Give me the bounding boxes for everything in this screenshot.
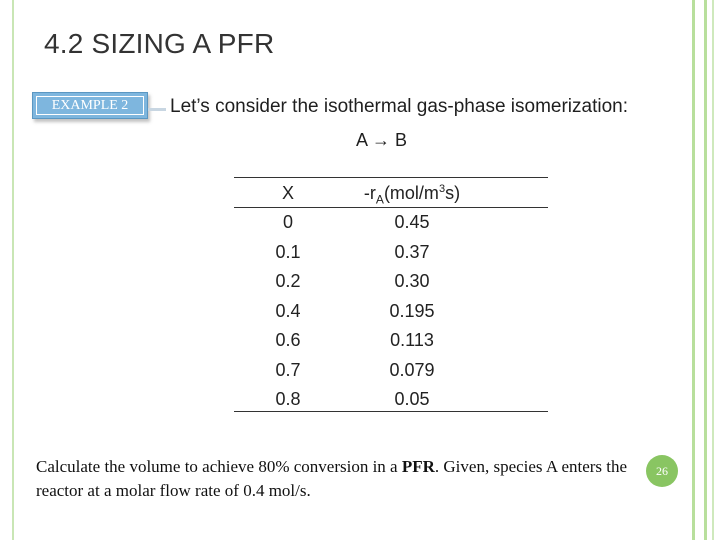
table-cell-rate: 0.079 xyxy=(389,360,435,380)
table-cell-rate: 0.05 xyxy=(394,389,430,409)
table-cell-x: 0.2 xyxy=(275,271,301,291)
table-cell-x: 0.6 xyxy=(275,330,301,350)
right-border-line xyxy=(692,0,695,540)
table-cell-rate: 0.45 xyxy=(394,212,430,232)
header-x: X xyxy=(281,183,294,203)
table-cell-rate: 0.30 xyxy=(394,271,430,291)
table-cell-x: 0.4 xyxy=(275,301,301,321)
table-cell-rate: 0.195 xyxy=(389,301,435,321)
page-number-badge xyxy=(646,455,678,487)
table-bottom-rule xyxy=(234,411,548,412)
header-rate-prefix: -r xyxy=(363,183,376,203)
header-rate-sup: 3 xyxy=(438,183,446,195)
table-cell-rate: 0.113 xyxy=(390,330,434,350)
left-border-line xyxy=(12,0,14,540)
problem-statement xyxy=(36,455,666,503)
problem-text-bold: PFR xyxy=(401,457,435,476)
page-number: 26 xyxy=(656,463,668,478)
table-cell-x: 0.1 xyxy=(275,242,301,262)
header-rate-sub: A xyxy=(375,192,384,207)
example-label: EXAMPLE 2 xyxy=(51,98,129,113)
problem-text: . Given, species A enters the reactor at a molar flow rate of 0.4 mol/s. xyxy=(36,457,628,500)
example-label-box xyxy=(32,92,148,119)
header-rate xyxy=(342,183,482,207)
intro-text: Let’s consider the isothermal gas-phase isomerization: xyxy=(170,96,628,117)
table-cell-x: 0.7 xyxy=(275,360,301,380)
problem-text: Calculate the volume to achieve 80% conversion in a xyxy=(36,457,402,476)
table-cell-x: 0 xyxy=(282,212,293,232)
table-header-rule xyxy=(234,207,548,208)
right-border-line xyxy=(704,0,707,540)
table-cell-rate: 0.37 xyxy=(394,242,430,262)
slide-title: 4.2 SIZING A PFR xyxy=(44,28,275,59)
reaction-equation: A → B xyxy=(356,130,408,150)
example-connector xyxy=(148,108,166,111)
header-rate-suffix: s) xyxy=(445,183,461,203)
table-cell-x: 0.8 xyxy=(275,389,301,409)
header-rate-suffix: (mol/m xyxy=(383,183,439,203)
table-top-rule xyxy=(234,177,548,178)
right-border-line xyxy=(712,0,714,540)
